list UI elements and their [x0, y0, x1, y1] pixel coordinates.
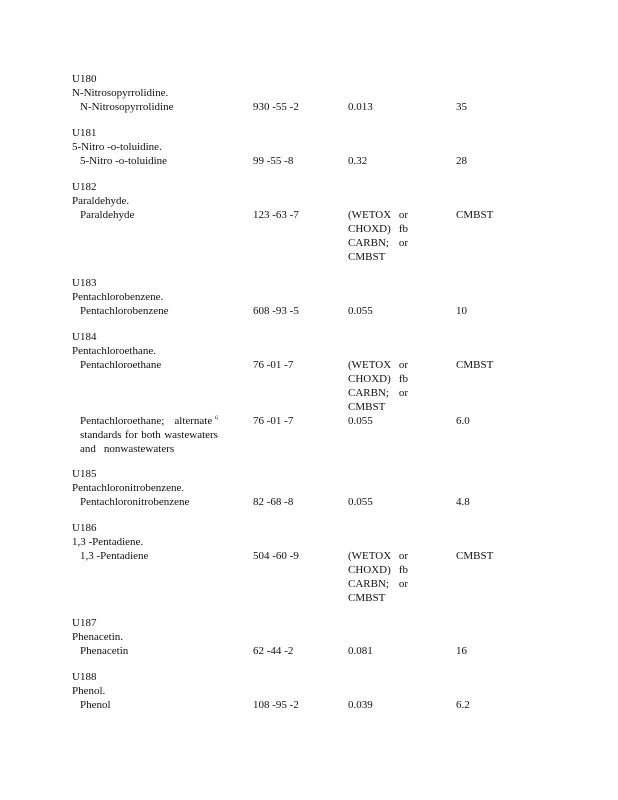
cas-number: 123 -63 -7	[253, 209, 299, 221]
waste-code: U188	[72, 671, 97, 683]
cas-number: 504 -60 -9	[253, 550, 299, 562]
entry-u183	[72, 276, 592, 318]
wastewater-standard: 0.055	[348, 415, 373, 427]
nonwastewater-standard: 6.0	[456, 415, 470, 427]
constituent-name: 1,3 -Pentadiene	[80, 550, 149, 562]
waste-title: N-Nitrosopyrrolidine.	[72, 87, 169, 99]
cas-number: 99 -55 -8	[253, 155, 294, 167]
waste-title: 1,3 -Pentadiene.	[72, 536, 144, 548]
entry-u188	[72, 670, 592, 712]
waste-code: U184	[72, 331, 97, 343]
nonwastewater-standard: 4.8	[456, 496, 470, 508]
waste-code: U187	[72, 617, 97, 629]
waste-code: U185	[72, 468, 97, 480]
waste-title: Pentachloroethane.	[72, 345, 156, 357]
constituent-name: 5-Nitro -o-toluidine	[80, 155, 168, 167]
waste-title: 5-Nitro -o-toluidine.	[72, 141, 162, 153]
entry-u181	[72, 126, 592, 168]
constituent-row	[72, 208, 592, 263]
wastewater-standard: (WETOX or CHOXD) fb CARBN; or CMBST	[348, 359, 408, 413]
wastewater-standard: 0.055	[348, 496, 373, 508]
waste-title: Paraldehyde.	[72, 195, 130, 207]
waste-code: U181	[72, 127, 97, 139]
wastewater-standard: 0.039	[348, 699, 373, 711]
wastewater-standard: (WETOX or CHOXD) fb CARBN; or CMBST	[348, 209, 408, 263]
waste-code: U186	[72, 522, 97, 534]
entry-u187	[72, 616, 592, 658]
constituent-row	[72, 495, 592, 509]
constituent-name: Paraldehyde	[80, 209, 135, 221]
wastewater-standard: 0.013	[348, 101, 373, 113]
waste-title: Phenacetin.	[72, 631, 124, 643]
wastewater-standard: 0.32	[348, 155, 368, 167]
nonwastewater-standard: 10	[456, 305, 467, 317]
constituent-name: Pentachlorobenzene	[80, 305, 169, 317]
nonwastewater-standard: CMBST	[456, 209, 494, 221]
wastewater-standard: (WETOX or CHOXD) fb CARBN; or CMBST	[348, 550, 408, 604]
constituent-name: Pentachloronitrobenzene	[80, 496, 190, 508]
constituent-name: Pentachloroethane; alternate $^6$ standards for both wastewaters and nonwastewaters	[80, 415, 218, 455]
waste-code: U183	[72, 277, 97, 289]
constituent-name: Phenol	[80, 699, 111, 711]
waste-code: U182	[72, 181, 97, 193]
waste-title: Phenol.	[72, 685, 106, 697]
cas-number: 108 -95 -2	[253, 699, 299, 711]
entry-u184	[72, 330, 592, 456]
waste-code: U180	[72, 73, 97, 85]
constituent-row	[72, 698, 592, 712]
constituent-row	[72, 304, 592, 318]
entry-u180	[72, 72, 592, 114]
entry-u182	[72, 180, 592, 263]
wastewater-standard: 0.055	[348, 305, 373, 317]
constituent-name: Pentachloroethane	[80, 359, 162, 371]
waste-title: Pentachlorobenzene.	[72, 291, 164, 303]
nonwastewater-standard: 28	[456, 155, 467, 167]
nonwastewater-standard: CMBST	[456, 359, 494, 371]
constituent-row-alternate	[72, 414, 592, 456]
constituent-name: Phenacetin	[80, 645, 129, 657]
nonwastewater-standard: 35	[456, 101, 467, 113]
cas-number: 76 -01 -7	[253, 359, 294, 371]
entry-u186	[72, 521, 592, 604]
constituent-row	[72, 644, 592, 658]
nonwastewater-standard: CMBST	[456, 550, 494, 562]
cas-number: 608 -93 -5	[253, 305, 299, 317]
constituent-row	[72, 100, 592, 114]
nonwastewater-standard: 16	[456, 645, 467, 657]
footnote-marker: 6	[215, 415, 218, 422]
cas-number: 62 -44 -2	[253, 645, 294, 657]
constituent-row	[72, 549, 592, 604]
entry-u185	[72, 467, 592, 509]
constituent-row	[72, 154, 592, 168]
constituent-row	[72, 358, 592, 413]
wastewater-standard: 0.081	[348, 645, 373, 657]
cas-number: 930 -55 -2	[253, 101, 299, 113]
constituent-name: N-Nitrosopyrrolidine	[80, 101, 174, 113]
cas-number: 82 -68 -8	[253, 496, 294, 508]
cas-number: 76 -01 -7	[253, 415, 294, 427]
nonwastewater-standard: 6.2	[456, 699, 470, 711]
waste-title: Pentachloronitrobenzene.	[72, 482, 185, 494]
